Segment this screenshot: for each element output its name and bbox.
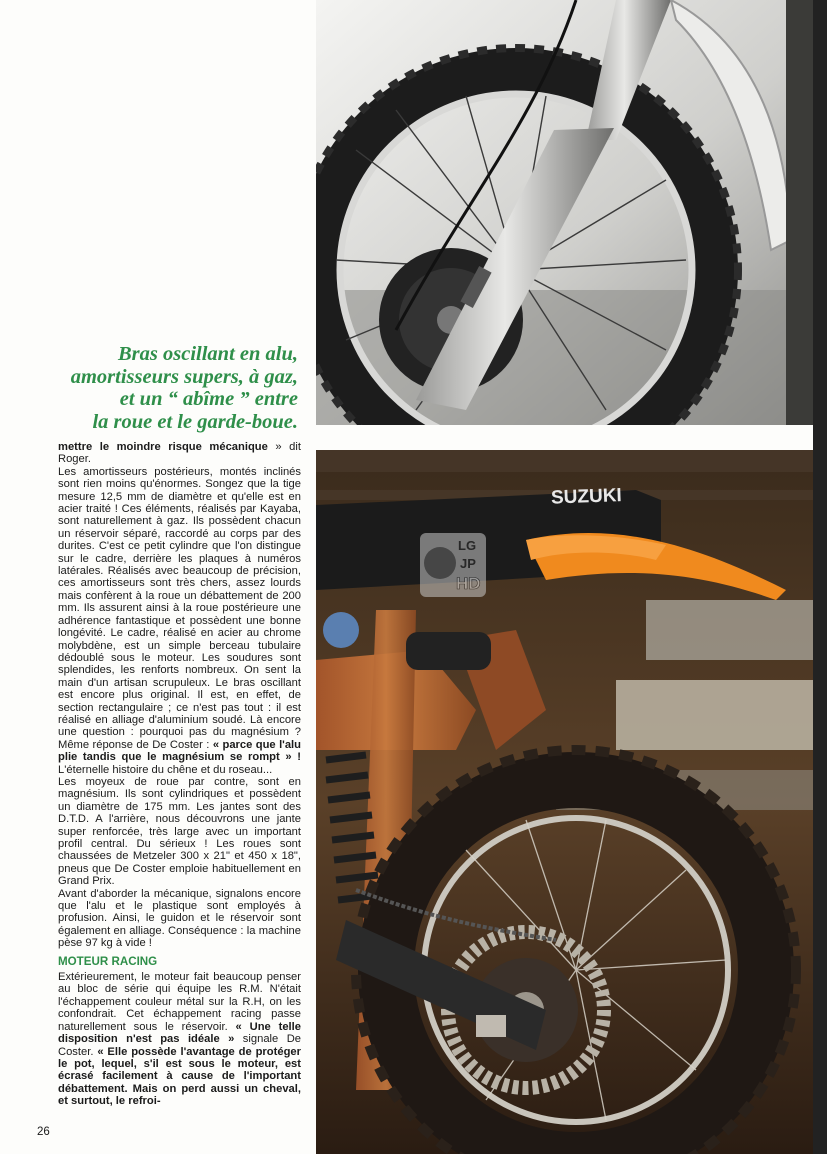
paragraph-5-mid: signale De Coster. [58,1033,301,1058]
paragraph-2-end: L'éternelle histoire du chêne et du roseau... [58,763,273,776]
svg-text:HD: HD [456,574,481,593]
paragraph-5-text: Extérieurement, le moteur fait beaucoup penser au bloc de série qui équipe les R.M. N'était l'échappement couleur métal sur la R.H, on les confondrait. Cet échappement racing passe naturellement sous le réservoir. [58,971,301,1033]
watermark-logo [420,533,486,597]
article-body [58,441,301,1108]
page-gutter [813,0,827,1154]
paragraph-5-bold-2: « Elle possède l'avantage de protéger le pot, lequel, s'il est sous le moteur, est écrasé facilement à cause de l'important débattement. Mais on perd aussi un cheval, et surtout, le refroi- [58,1045,301,1108]
paragraph-4: Avant d'aborder la mécanique, signalons encore que l'alu et le plastique sont employés à profusion. Ainsi, le guidon et le réservoir sont également en alliage. Conséquence : la machine pèse 97 kg à vide ! [58,887,301,950]
caption-line-2: amortisseurs supers, à gaz, [70,365,298,388]
paragraph-5-bold: « Une telle disposition n'est pas idéale » [58,1020,301,1046]
page-number: 26 [37,1126,50,1138]
caption-line-3: et un “ abîme ” entre [119,388,298,410]
paragraph-1 [58,441,301,466]
paragraph-1-bold: mettre le moindre risque mécanique [58,441,268,453]
paragraph-1-rest: » dit Roger. [58,441,301,466]
svg-text:LG: LG [458,538,477,553]
paragraph-2-text: Les amortisseurs postérieurs, montés inclinés sont rien moins qu'énormes. Songez que la tige mesure 12,5 mm de diamètre et qu'elle est en acier traité ! Ces éléments, réalisés par Kayaba, sont naturellement à gaz. Ils possèdent chacun un réservoir séparé, raccordé au corps par des durites. C'est ce petit cylindre que l'on distingue sur le cadre, derrière les plaques à numéros latérales. Réalisés avec beaucoup de précision, ces amortisseurs sont très chers, assez lourds mais confèrent à la roue un débattement de 200 mm. Ils assurent ainsi à la roue postérieure une adhérence fantastique et possèdent une bonne longévité. Le cadre, réalisé en acier au chrome molybdène, est un simple berceau tubulaire dédoublé sous le moteur. Les soudures sont splendides, les renforts nombreux. On sent la main d'un artisan scrupuleux. Le bras oscillant est encore plus original. Il est, en effet, de section rectangulaire ; ce n'est pas tout : il est réalisé en alliage d'aluminium soudé. Là encore une question : pourquoi pas du magnésium ? Même réponse de De Coster : [58,465,301,751]
rear-wheel-photo [316,450,813,1154]
paragraph-2-bold: « parce que l'alu plie tandis que le magnésium se rompt » ! [58,738,301,764]
paragraph-2 [58,466,301,776]
caption-line-4: la roue et le garde-boue. [92,410,298,433]
front-wheel-photo [316,0,813,425]
photo-caption [40,343,298,433]
seat-logo [551,485,622,508]
svg-text:SUZUKI: SUZUKI [550,485,623,509]
section-title: MOTEUR RACING [58,954,158,968]
paragraph-3: Les moyeux de roue par contre, sont en magnésium. Ils sont cylindriques et possèdent un diamètre de 175 mm. Les jantes sont des D.T.D. A l'arrière, nous découvrons une jante super renforcée, très large avec un important profil central. Du sérieux ! Les roues sont chaussées de Metzeler 300 x 21" et 450 x 18", pneus que De Coster emploie habituellement en Grand Prix. [58,775,301,888]
paragraph-5 [58,971,301,1107]
caption-line-1: Bras oscillant en alu, [118,343,298,365]
svg-text:JP: JP [460,556,476,571]
